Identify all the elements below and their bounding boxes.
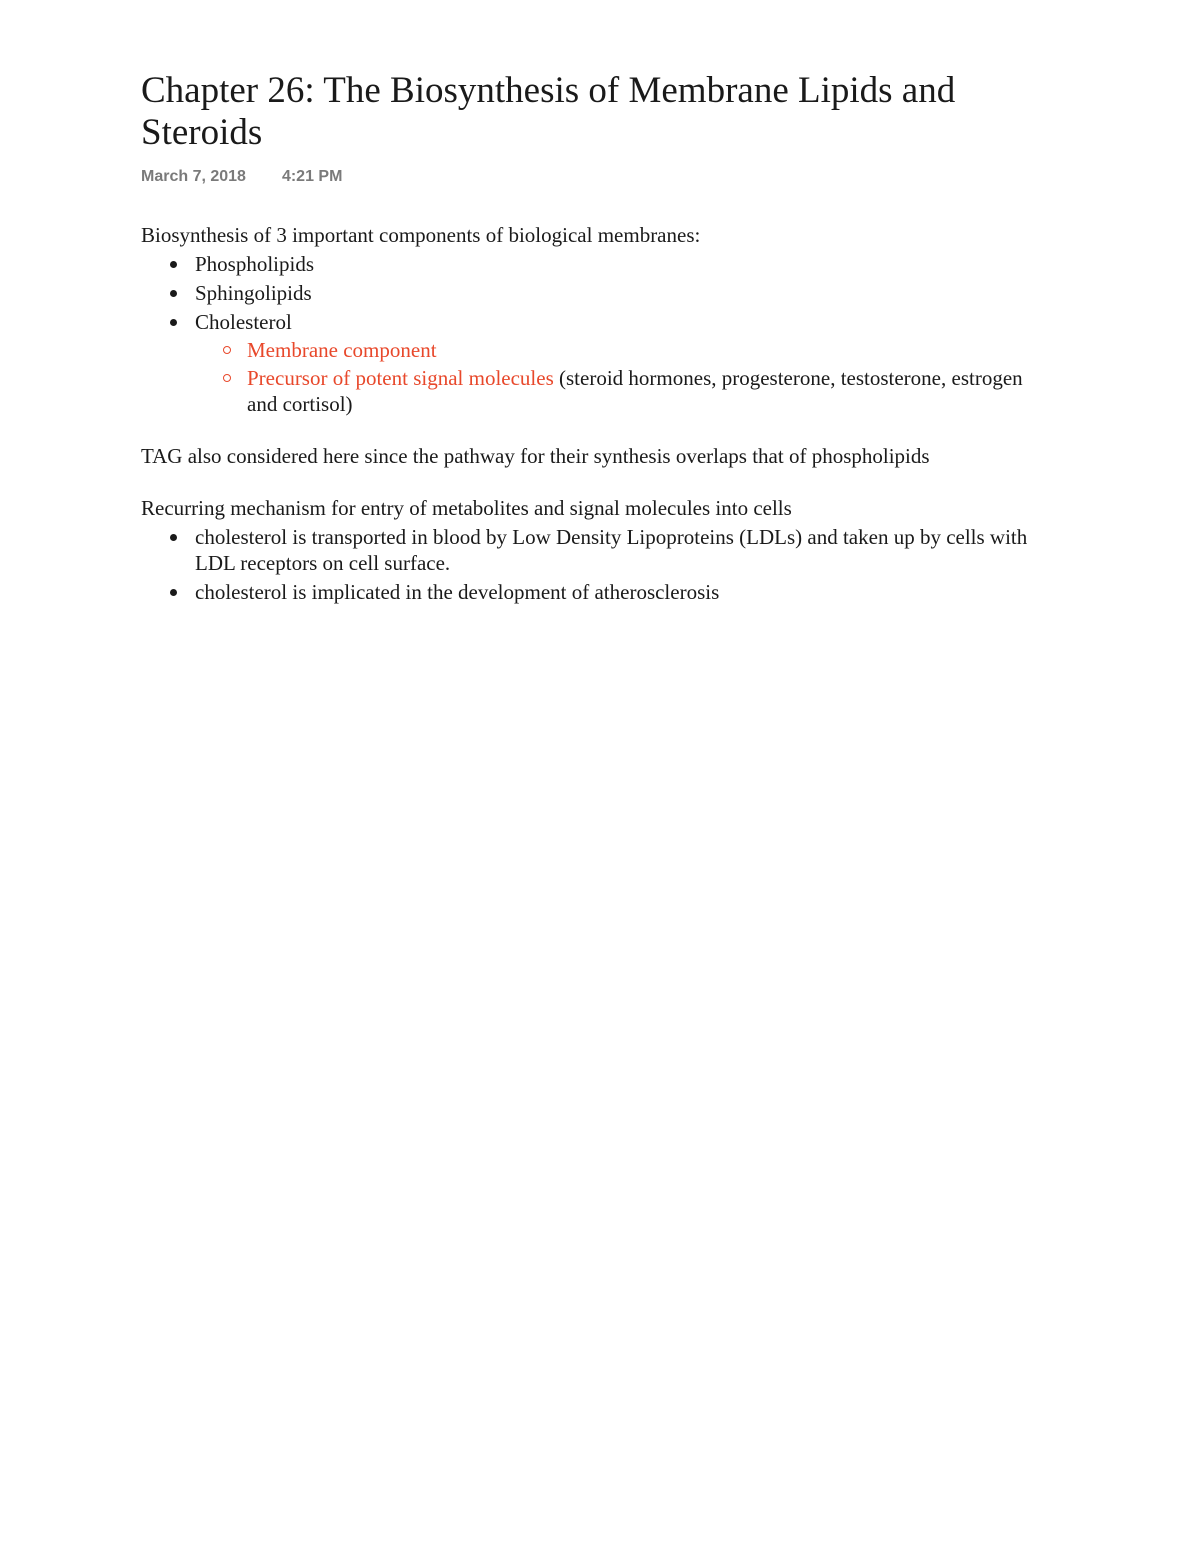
- list-item: Phospholipids: [141, 251, 1041, 277]
- sub-item-highlight: Precursor of potent signal molecules: [247, 366, 554, 390]
- list-item: Sphingolipids: [141, 280, 1041, 306]
- list-item: cholesterol is transported in blood by Low Density Lipoproteins (LDLs) and taken up by cells with LDL receptors on cell surface.: [141, 524, 1041, 576]
- note-date: March 7, 2018: [141, 168, 246, 185]
- list-item-label: Cholesterol: [195, 310, 292, 334]
- sub-item: [195, 365, 1041, 417]
- note-time: 4:21 PM: [281, 168, 343, 185]
- components-list: [141, 251, 1041, 417]
- page-title: Chapter 26: The Biosynthesis of Membrane Lipids and Steroids: [141, 70, 956, 153]
- sub-item-label: Membrane component: [247, 338, 437, 362]
- note-page: [141, 70, 1041, 605]
- section2-text: TAG also considered here since the pathway for their synthesis overlaps that of phospholipids: [141, 444, 930, 468]
- spacer: [141, 417, 1041, 443]
- section1-intro: Biosynthesis of 3 important components of biological membranes:: [141, 223, 701, 247]
- cholesterol-sublist: [195, 337, 1041, 417]
- sub-item: [195, 337, 1041, 363]
- sub-item-detail: (steroid hormones, progesterone, testosterone, estrogen and cortisol): [247, 366, 1023, 416]
- note-body: [141, 222, 1041, 605]
- section3-intro: Recurring mechanism for entry of metabolites and signal molecules into cells: [141, 496, 792, 520]
- spacer: [141, 469, 1041, 495]
- mechanism-list: [141, 524, 1041, 605]
- note-meta: [141, 166, 1041, 188]
- list-item: cholesterol is implicated in the development of atherosclerosis: [141, 579, 1041, 605]
- list-item-cholesterol: [141, 309, 1041, 417]
